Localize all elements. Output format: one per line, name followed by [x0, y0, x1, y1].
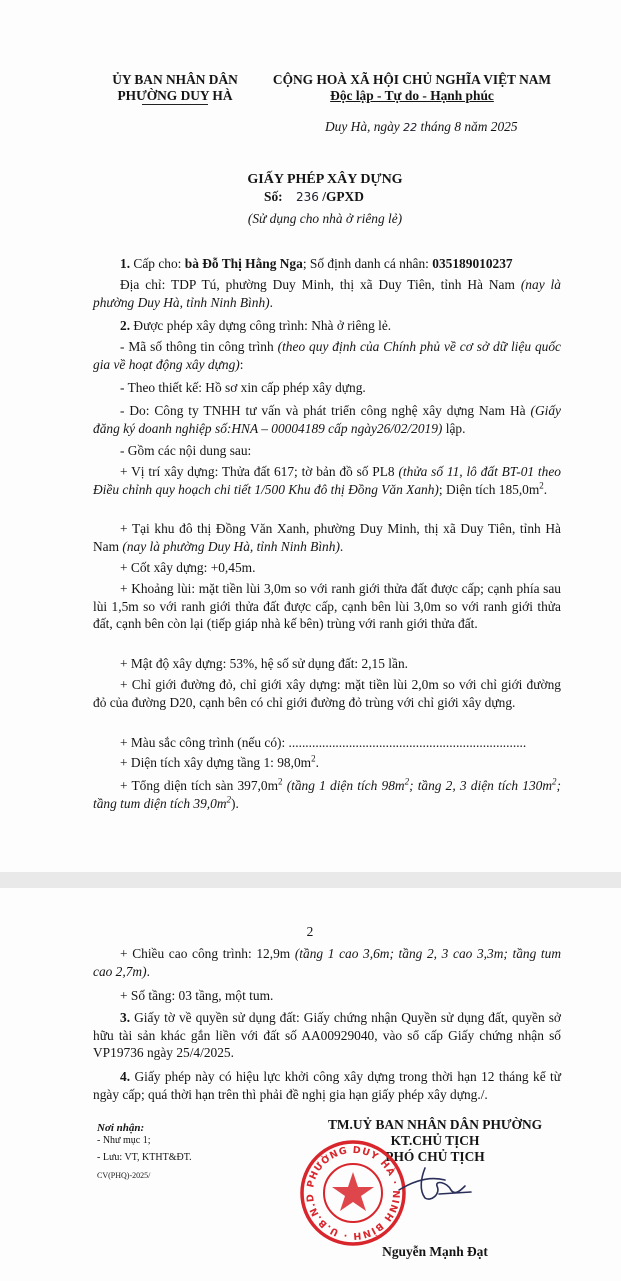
number-label: Số:: [264, 189, 283, 204]
address-note: (nay là phường Duy Hà, tỉnh Ninh Bình): [93, 277, 561, 310]
stamp-text: PHƯỜNG DUY HÀ · NINH BÌNH · U.B.N.D: [304, 1144, 402, 1242]
section-4: [93, 1068, 561, 1103]
total-floor-area: [93, 777, 561, 812]
setback: + Khoảng lùi: mặt tiền lùi 3,0m so với ranh giới thửa đất được cấp; cạnh phía sau lùi 1,5m so với ranh giới thửa đất được cấp, cạnh bên lùi 3,0m so với ranh giới thửa đất, cạnh bên còn lại (tiếp giáp nhà kế bên) trùng với ranh giới thửa đất.: [93, 581, 561, 631]
date-day: 22: [403, 121, 418, 134]
site-location-end: .: [543, 481, 548, 497]
official-stamp: [298, 1138, 408, 1248]
nation-line1: CỘNG HOÀ XÃ HỘI CHỦ NGHĨA VIỆT NAM: [272, 72, 552, 87]
section-4-text: Giấy phép này có hiệu lực khởi công xây dựng trong thời hạn 12 tháng kể từ ngày cấp; quá thời hạn trên thì phải đề nghị gia hạn giấy phép xây dựng./.: [93, 1069, 561, 1102]
designer-end: lập.: [445, 420, 466, 436]
signer-organization: TM.UỶ BAN NHÂN DÂN PHƯỜNG: [327, 1117, 543, 1132]
superscript: 2: [311, 753, 316, 764]
number-value: 236: [295, 190, 319, 204]
recipient-name: bà Đỗ Thị Hằng Nga: [184, 256, 303, 271]
section-2-text: Được phép xây dựng công trình: Nhà ở riêng lẻ.: [133, 318, 392, 333]
section-3-label: 3.: [120, 1010, 131, 1025]
design-basis: - Theo thiết kế: Hồ sơ xin cấp phép xây dựng.: [120, 380, 366, 395]
signature: [395, 1160, 475, 1210]
section-1-recipient: [120, 256, 513, 272]
superscript: 2: [539, 480, 544, 491]
document-title: GIẤY PHÉP XÂY DỰNG: [247, 172, 403, 187]
recipient-id: 035189010237: [432, 256, 513, 271]
section-4-label: 4.: [120, 1069, 131, 1084]
date-rest: tháng 8 năm 2025: [420, 119, 518, 134]
section-2: [120, 318, 391, 334]
project-code-note: (theo quy định của Chính phủ về cơ sở dữ liệu quốc gia về hoạt động xây dựng): [93, 339, 561, 372]
project-area-text: + Tại khu đô thị Đồng Văn Xanh, phường Duy Minh, thị xã Duy Tiên, tỉnh Hà Nam: [93, 521, 561, 554]
section-1-label: 1.: [120, 256, 131, 271]
page-2: [0, 888, 621, 1281]
floor-count: + Số tầng: 03 tầng, một tum.: [120, 988, 274, 1003]
project-area-end: .: [339, 538, 344, 554]
height-text: + Chiều cao công trình: 12,9m: [120, 946, 291, 961]
star-icon: [332, 1172, 374, 1211]
site-area: ; Diện tích 185,0m: [438, 481, 540, 497]
recipient-prefix: Cấp cho:: [133, 256, 182, 271]
section-3: [93, 1009, 561, 1062]
project-code: [93, 338, 561, 373]
document-number: [264, 189, 364, 205]
page-number: 2: [306, 924, 314, 939]
total-note-2: ; tầng 2, 3 diện tích 130m: [409, 778, 553, 793]
document-subtitle: (Sử dụng cho nhà ở riêng lẻ): [247, 211, 403, 226]
section-2-label: 2.: [120, 318, 131, 333]
recipient-item: - Như mục 1;: [97, 1135, 151, 1146]
address-text: Địa chỉ: TDP Tú, phường Duy Minh, thị xã Duy Tiên, tỉnh Hà Nam: [120, 277, 515, 292]
designer: [93, 402, 561, 437]
signer-role-1: KT.CHỦ TỊCH: [390, 1133, 480, 1148]
superscript: 2: [226, 794, 232, 805]
total-end: ).: [231, 795, 239, 811]
org-name-line1: ỦY BAN NHÂN DÂN: [112, 72, 238, 87]
designer-note: (Giấy đăng ký doanh nghiệp số:HNA – 00004189 cấp ngày26/02/2019): [93, 403, 561, 436]
building-height: [93, 945, 561, 980]
total-note-1: (tầng 1 diện tích 98m: [286, 778, 405, 793]
recipient-id-label: ; Số định danh cá nhân:: [302, 256, 429, 271]
recipient-address: [93, 276, 561, 311]
number-suffix: /GPXD: [322, 189, 364, 204]
signer-name: Nguyễn Mạnh Đạt: [382, 1244, 488, 1259]
superscript: 2: [278, 776, 283, 787]
superscript: 2: [404, 776, 410, 787]
date-prefix: Duy Hà, ngày: [325, 119, 400, 134]
site-location: [93, 463, 561, 498]
recipient-item: CV(PHQ)-2025/: [97, 1171, 151, 1180]
total-note-3: ; tầng tum diện tích 39,0m: [93, 778, 561, 811]
floor-1-end: .: [315, 755, 319, 770]
designer-text: - Do: Công ty TNHH tư vấn và phát triển công nghệ xây dựng Nam Hà: [120, 403, 526, 418]
signer-role-2: PHÓ CHỦ TỊCH: [385, 1149, 485, 1164]
superscript: 2: [552, 776, 557, 787]
issue-date: [325, 119, 518, 136]
project-code-end: :: [239, 356, 244, 372]
height-end: .: [146, 963, 150, 979]
floor-1-area: [120, 755, 319, 771]
building-color: + Màu sắc công trình (nếu có): .......................................................................: [120, 735, 527, 750]
recipients-title: Nơi nhận:: [97, 1122, 145, 1134]
project-area: [93, 520, 561, 555]
nation-line2: Độc lập - Tự do - Hạnh phúc: [330, 88, 494, 103]
site-location-note: (thửa số 11, lô đất BT-01 theo Điều chỉnh quy hoạch chi tiết 1/500 Khu đô thị Đồng Văn Xanh): [93, 464, 561, 497]
height-note: (tầng 1 cao 3,6m; tầng 2, 3 cao 3,3m; tầng tum cao 2,7m): [93, 946, 562, 979]
density: + Mật độ xây dựng: 53%, hệ số sử dụng đất: 2,15 lần.: [120, 656, 408, 671]
total-text: + Tổng diện tích sàn 397,0m: [120, 778, 278, 793]
floor-1-text: + Diện tích xây dựng tầng 1: 98,0m: [120, 755, 312, 770]
address-end: .: [269, 294, 273, 310]
org-name-line2: PHƯỜNG DUY HÀ: [117, 88, 233, 103]
org-underline: [142, 104, 208, 105]
section-3-text: Giấy tờ về quyền sử dụng đất: Giấy chứng nhận Quyền sử dụng đất, quyền sở hữu tài sản khác gắn liền với đất số AA00929040, vào sổ cấp Giấy chứng nhận số VP19736 ngày 25/4/2025.: [93, 1010, 561, 1060]
elevation: + Cốt xây dựng: +0,45m.: [120, 560, 256, 575]
red-line: + Chỉ giới đường đỏ, chỉ giới xây dựng: mặt tiền lùi 2,0m so với chỉ giới đường đỏ của đường D20, cạnh bên có chỉ giới đường đỏ trùng với chỉ giới xây dựng.: [93, 677, 561, 710]
project-area-note: (nay là phường Duy Hà, tỉnh Ninh Bình): [122, 538, 340, 554]
site-location-text: + Vị trí xây dựng: Thửa đất 617; tờ bản đồ số PL8: [120, 464, 395, 479]
recipient-item: - Lưu: VT, KTHT&ĐT.: [97, 1152, 192, 1163]
project-code-text: - Mã số thông tin công trình: [120, 339, 274, 354]
includes-heading: - Gồm các nội dung sau:: [120, 443, 252, 458]
